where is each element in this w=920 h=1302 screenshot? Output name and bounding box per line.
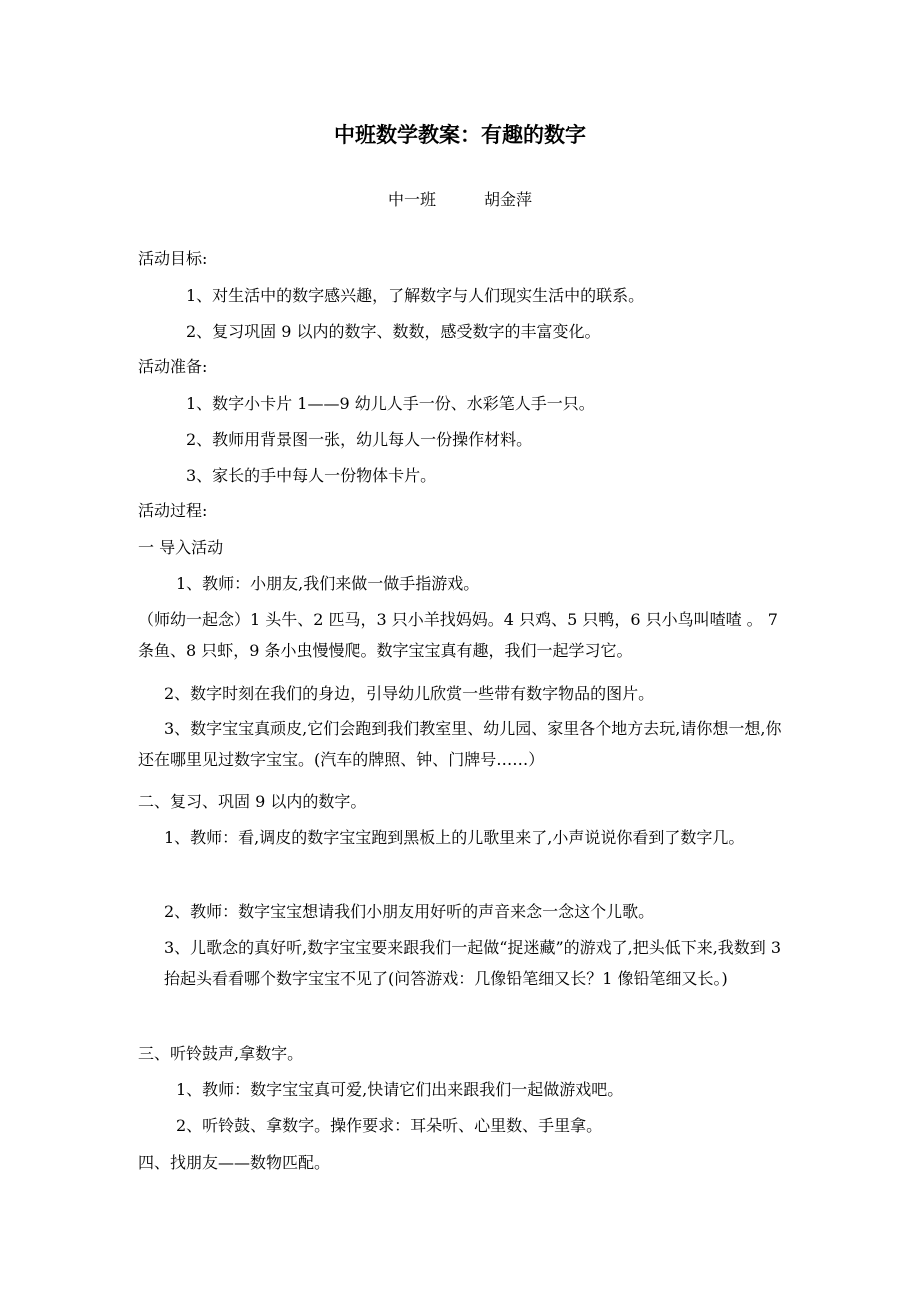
prep-item-1: 1、数字小卡片 1——9 幼儿人手一份、水彩笔人手一只。	[186, 394, 595, 413]
goal-item-1: 1、对生活中的数字感兴趣，了解数字与人们现实生活中的联系。	[186, 286, 645, 305]
s1-item-2: 2、数字时刻在我们的身边，引导幼儿欣赏一些带有数字物品的图片。	[164, 684, 655, 703]
section-4-heading: 四、找朋友——数物匹配。	[138, 1153, 331, 1172]
goals-heading: 活动目标:	[138, 249, 208, 268]
goal-item-2: 2、复习巩固 9 以内的数字、数数，感受数字的丰富变化。	[186, 322, 601, 341]
s2-item-1: 1、教师：看,调皮的数字宝宝跑到黑板上的儿歌里来了,小声说说你看到了数字几。	[164, 828, 745, 847]
s2-item-3: 3、儿歌念的真好听,数字宝宝要来跟我们一起做“捉迷藏”的游戏了,把头低下来,我数到 3 抬起头看看哪个数字宝宝不见了(问答游戏：几像铅笔细又长？1 像铅笔细又长。)	[164, 938, 782, 988]
section-3-heading: 三、听铃鼓声,拿数字。	[138, 1044, 304, 1063]
s2-item-2: 2、教师：数字宝宝想请我们小朋友用好听的声音来念一念这个儿歌。	[164, 902, 655, 921]
process-heading: 活动过程:	[138, 501, 208, 520]
document-title: 中班数学教案：有趣的数字	[334, 123, 586, 147]
s3-item-2: 2、听铃鼓、拿数字。操作要求：耳朵听、心里数、手里拿。	[176, 1116, 603, 1135]
author-class: 中一班	[387, 190, 436, 209]
prep-item-2: 2、教师用背景图一张，幼儿每人一份操作材料。	[186, 430, 533, 449]
s1-item-3: 3、数字宝宝真顽皮,它们会跑到我们教室里、幼儿园、家里各个地方去玩,请你想一想,你还在哪里见过数字宝宝。(汽车的牌照、钟、门牌号……）	[138, 719, 782, 769]
section-2-heading: 二、复习、巩固 9 以内的数字。	[138, 792, 367, 811]
prep-item-3: 3、家长的手中每人一份物体卡片。	[186, 466, 437, 485]
author-line	[0, 186, 920, 214]
section-1-heading: 一 导入活动	[138, 538, 224, 557]
author-name: 胡金萍	[484, 190, 533, 209]
s3-item-1: 1、教师：数字宝宝真可爱,快请它们出来跟我们一起做游戏吧。	[176, 1080, 624, 1099]
s1-item-1: 1、教师：小朋友,我们来做一做手指游戏。	[176, 574, 480, 593]
s1-rhyme: （师幼一起念）1 头牛、2 匹马，3 只小羊找妈妈。4 只鸡、5 只鸭，6 只小鸟叫喳喳 。 7 条鱼、8 只虾，9 条小虫慢慢爬。数字宝宝真有趣，我们一起学习它。	[138, 610, 778, 660]
prep-heading: 活动准备:	[138, 357, 208, 376]
